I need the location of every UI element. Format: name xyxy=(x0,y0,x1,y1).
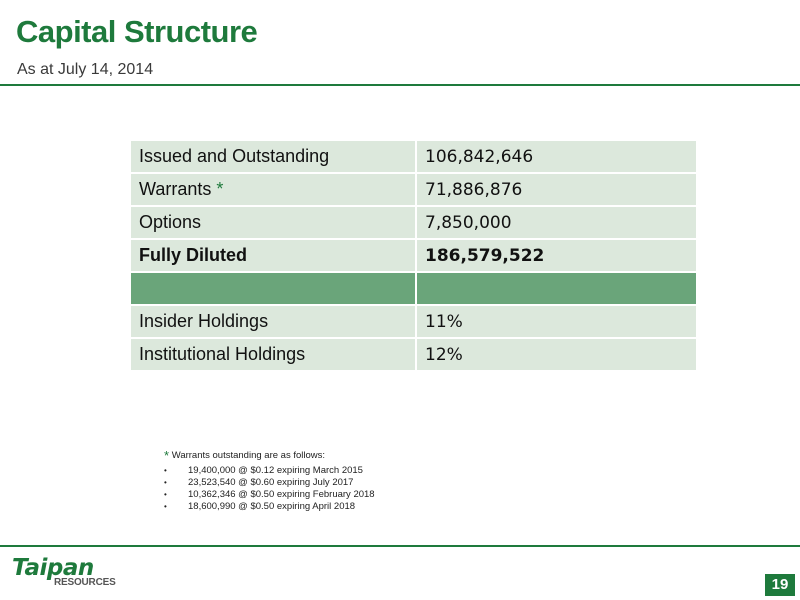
row-value: 186,579,522 xyxy=(416,239,697,272)
row-label: Options xyxy=(130,206,416,239)
row-label: Issued and Outstanding xyxy=(130,140,416,173)
separator-cell xyxy=(130,272,416,305)
row-label: Insider Holdings xyxy=(130,305,416,338)
footnote-heading: Warrants outstanding are as follows: xyxy=(171,450,326,461)
header-divider xyxy=(0,84,800,86)
table-row xyxy=(130,206,697,239)
footnote-item: • 23,523,540 @ $0.60 expiring July 2017 xyxy=(164,477,375,489)
row-value: 11% xyxy=(416,305,697,338)
table-separator-row xyxy=(130,272,697,305)
logo-subtext: RESOURCES xyxy=(54,577,116,588)
table-row xyxy=(130,140,697,173)
row-label: Warrants xyxy=(139,179,212,199)
row-label-cell xyxy=(130,173,416,206)
page-number: 19 xyxy=(765,574,795,596)
row-value: 71,886,876 xyxy=(416,173,697,206)
separator-cell xyxy=(416,272,697,305)
table-row-total xyxy=(130,239,697,272)
capital-structure-table xyxy=(129,139,698,372)
table-row xyxy=(130,305,697,338)
table-row xyxy=(130,338,697,371)
footnote-item: • 10,362,346 @ $0.50 expiring February 2018 xyxy=(164,489,375,501)
footnote-item: • 18,600,990 @ $0.50 expiring April 2018 xyxy=(164,501,375,513)
row-label: Fully Diluted xyxy=(130,239,416,272)
row-value: 12% xyxy=(416,338,697,371)
page-title: Capital Structure xyxy=(16,14,258,49)
company-logo xyxy=(12,555,116,590)
footer-divider xyxy=(0,545,800,547)
page-subtitle: As at July 14, 2014 xyxy=(17,61,154,78)
row-label: Institutional Holdings xyxy=(130,338,416,371)
row-value: 7,850,000 xyxy=(416,206,697,239)
footnote-heading-line xyxy=(164,448,375,463)
row-value: 106,842,646 xyxy=(416,140,697,173)
footnote-marker: * xyxy=(216,179,224,199)
footnote-item: • 19,400,000 @ $0.12 expiring March 2015 xyxy=(164,465,375,477)
table-row xyxy=(130,173,697,206)
footnote-list xyxy=(164,465,375,513)
logo-wordmark: Taipan xyxy=(12,555,94,581)
warrants-footnote xyxy=(164,448,375,513)
footnote-marker: * xyxy=(164,448,170,463)
